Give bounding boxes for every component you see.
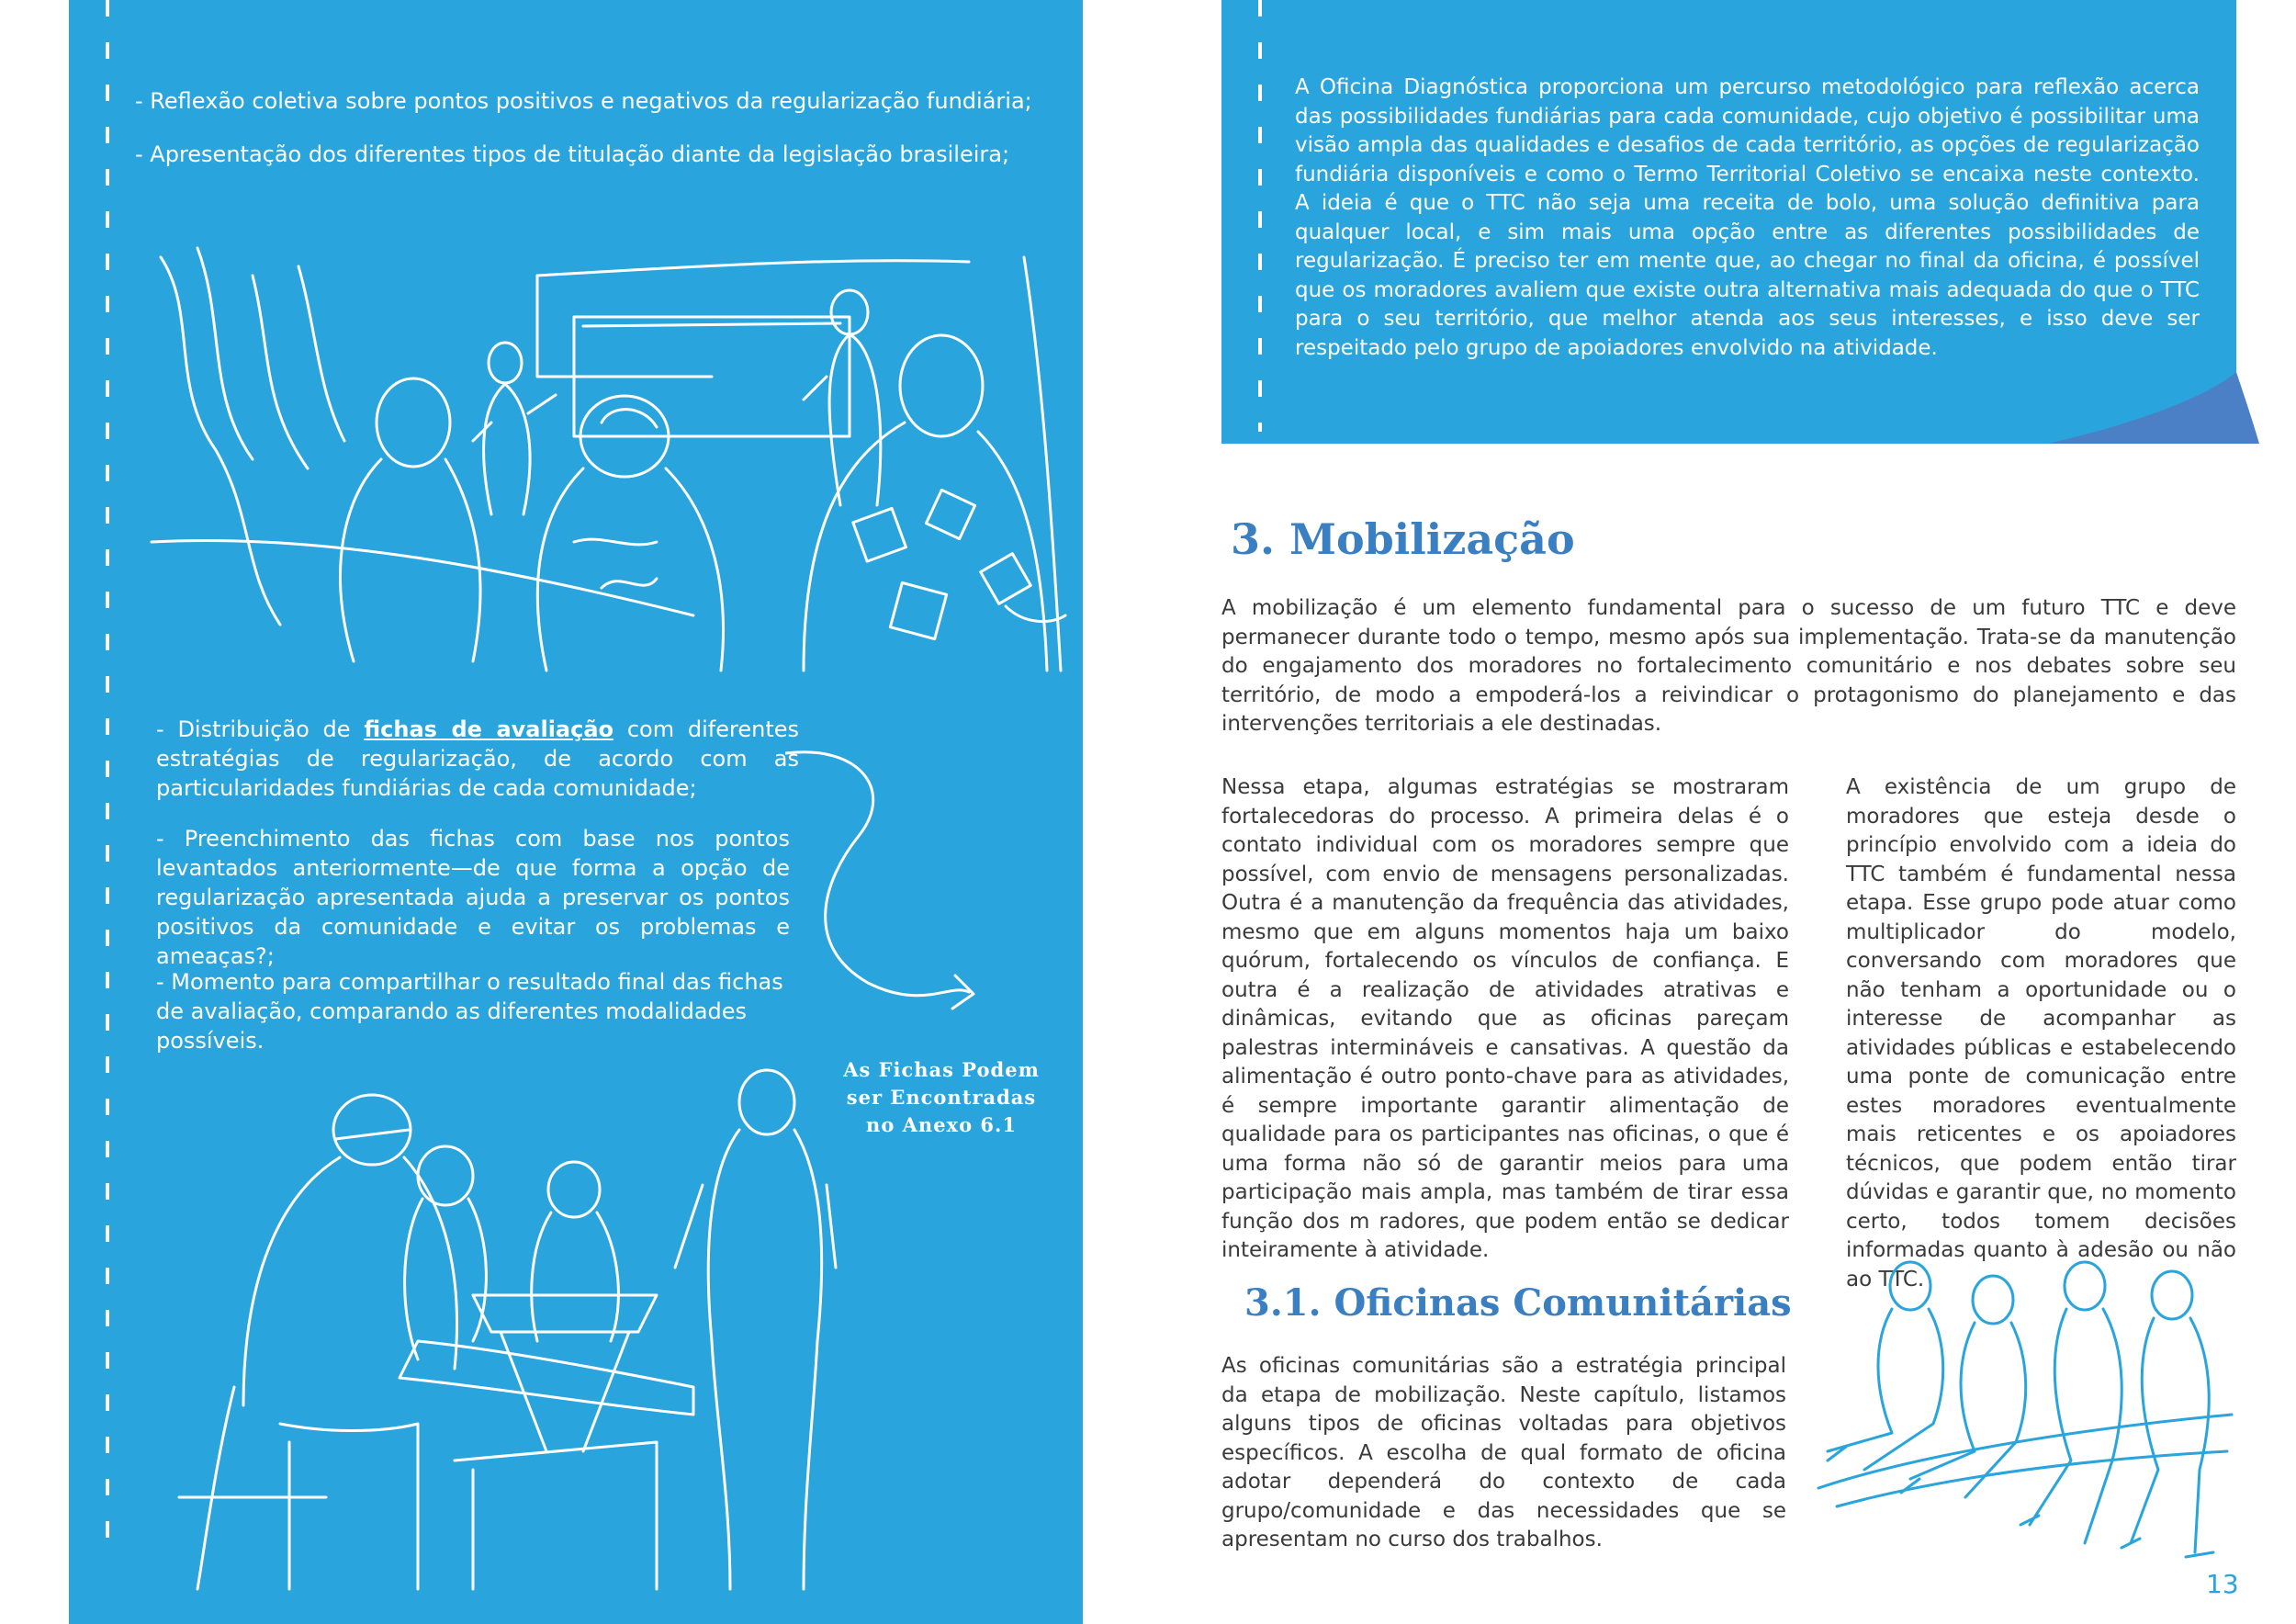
bullet-momento: - Momento para compartilhar o resultado final das fichas de avaliação, comparando as diferentes modalidades possíveis. (156, 969, 783, 1054)
seated-people-sketch-illustration (1809, 1249, 2241, 1571)
mobilizacao-column-right: A existência de um grupo de moradores que esteja desde o princípio envolvido com a ideia do TTC também é fundamental nessa etapa. Esse grupo pode atuar como multiplicador do modelo, conversando com moradores que não tenham a oportunidade ou o interesse de acompanhar as atividades públicas e estabelecendo uma ponte de comunicação entre estes moradores eventualmente mais reticentes e os apoiadores técnicos, que podem então tirar dúvidas e garantir que, no momento certo, todos tomem decisões informadas quanto à adesão ou não ao TTC. (1846, 775, 2236, 1291)
bullet-fichas-text-end: com diferentes estratégias de regularização, de acordo com as particularidades fundiárias de cada comunidade; (156, 716, 800, 801)
mobilizacao-column-left: Nessa etapa, algumas estratégias se mostraram fortalecedoras do processo. A primeira delas é o contato individual com os moradores sempre que possível, com envio de mensagens personalizadas. Outra é a manutenção da frequência das atividades, mesmo que em alguns momentos haja um baixo quórum, fortalecendo os vínculos de confiança. E outra é a realização de atividades atrativas e dinâmicas, evitando que as oficinas pareçam palestras intermináveis e cansativas. A questão da alimentação é outro ponto-chave para as atividades, é sempre importante garantir alimentação de qualidade para os participantes nas oficinas, o que é uma forma não só de garantir meios para uma participação mais ampla, mas também de tirar essa função dos m radores, que podem então se dedicar inteiramente à atividade. (1221, 775, 1789, 1262)
page-number: 13 (2206, 1569, 2239, 1599)
oficinas-paragraph: As oficinas comunitárias são a estratégia principal da etapa de mobilização. Neste capítulo, listamos alguns tipos de oficinas voltadas para objetivos específicos. A escolha de qual formato de oficina adotar dependerá do contexto de cada grupo/comunidade e das necessidades que se apresentam no curso dos trabalhos. (1221, 1354, 1786, 1551)
caption-line-1: As Fichas Podem (843, 1058, 1040, 1081)
section-heading-mobilizacao: 3. Mobilização (1231, 514, 1575, 564)
bullet-preenchimento: - Preenchimento das fichas com base nos pontos levantados anteriormente—de que forma a opção de regularização apresentada ajuda a preservar os pontos positivos da comunidade e evitar os problemas e ameaças?; (156, 826, 790, 969)
fichas-de-avaliacao-link[interactable]: fichas de avaliação (364, 716, 614, 742)
curved-arrow-icon (785, 735, 1024, 1047)
dashed-margin-line (106, 0, 109, 1562)
mobilizacao-intro-paragraph: A mobilização é um elemento fundamental para o sucesso de um futuro TTC e deve permanecer durante todo o tempo, mesmo após sua implementação. Trata-se da manutenção do engajamento dos moradores no fortalecimento comunitário e nos debates sobre seu território, de modo a empoderá-los a reivindicar o protagonismo do planejamento e das intervenções territoriais a ele destinadas. (1221, 596, 2236, 736)
workshop-sketch-illustration (142, 239, 1070, 680)
dashed-margin-line-right (1258, 0, 1262, 432)
left-page-panel (69, 0, 1083, 1624)
caption-line-2: ser Encontradas (846, 1086, 1037, 1109)
subsection-heading-oficinas: 3.1. Oficinas Comunitárias (1244, 1281, 1792, 1325)
annex-caption (840, 1056, 1042, 1139)
oficina-diagnostica-text: A Oficina Diagnóstica proporciona um percurso metodológico para reflexão acerca das possibilidades fundiárias para cada comunidade, cujo objetivo é possibilitar uma visão ampla das qualidades e desafios de cada território, as opções de regularização fundiária disponíveis e como o Termo Territorial Coletivo se encaixa neste contexto. A ideia é que o TTC não seja uma receita de bolo, uma solução definitiva para qualquer local, e sim mais uma opção entre as diferentes possibilidades de regularização. É preciso ter em mente que, ao chegar no final da oficina, é possível que os moradores avaliem que existe outra alternativa mais adequada do que o TTC para o seu território, que melhor atenda aos seus interesses, e isso deve ser respeitado pelo grupo de apoiadores envolvido na atividade. (1295, 75, 2200, 360)
bullet-fichas-text-start: - Distribuição de (156, 716, 365, 742)
table-group-sketch-illustration (142, 1038, 840, 1607)
bullet-apresentacao: - Apresentação dos diferentes tipos de titulação diante da legislação brasileira; (135, 141, 1010, 167)
page-curl-decoration (2048, 363, 2259, 450)
bullet-reflexao: - Reflexão coletiva sobre pontos positivos e negativos da regularização fundiária; (135, 88, 1032, 114)
caption-line-3: no Anexo 6.1 (866, 1113, 1017, 1136)
bullet-fichas (156, 715, 799, 803)
